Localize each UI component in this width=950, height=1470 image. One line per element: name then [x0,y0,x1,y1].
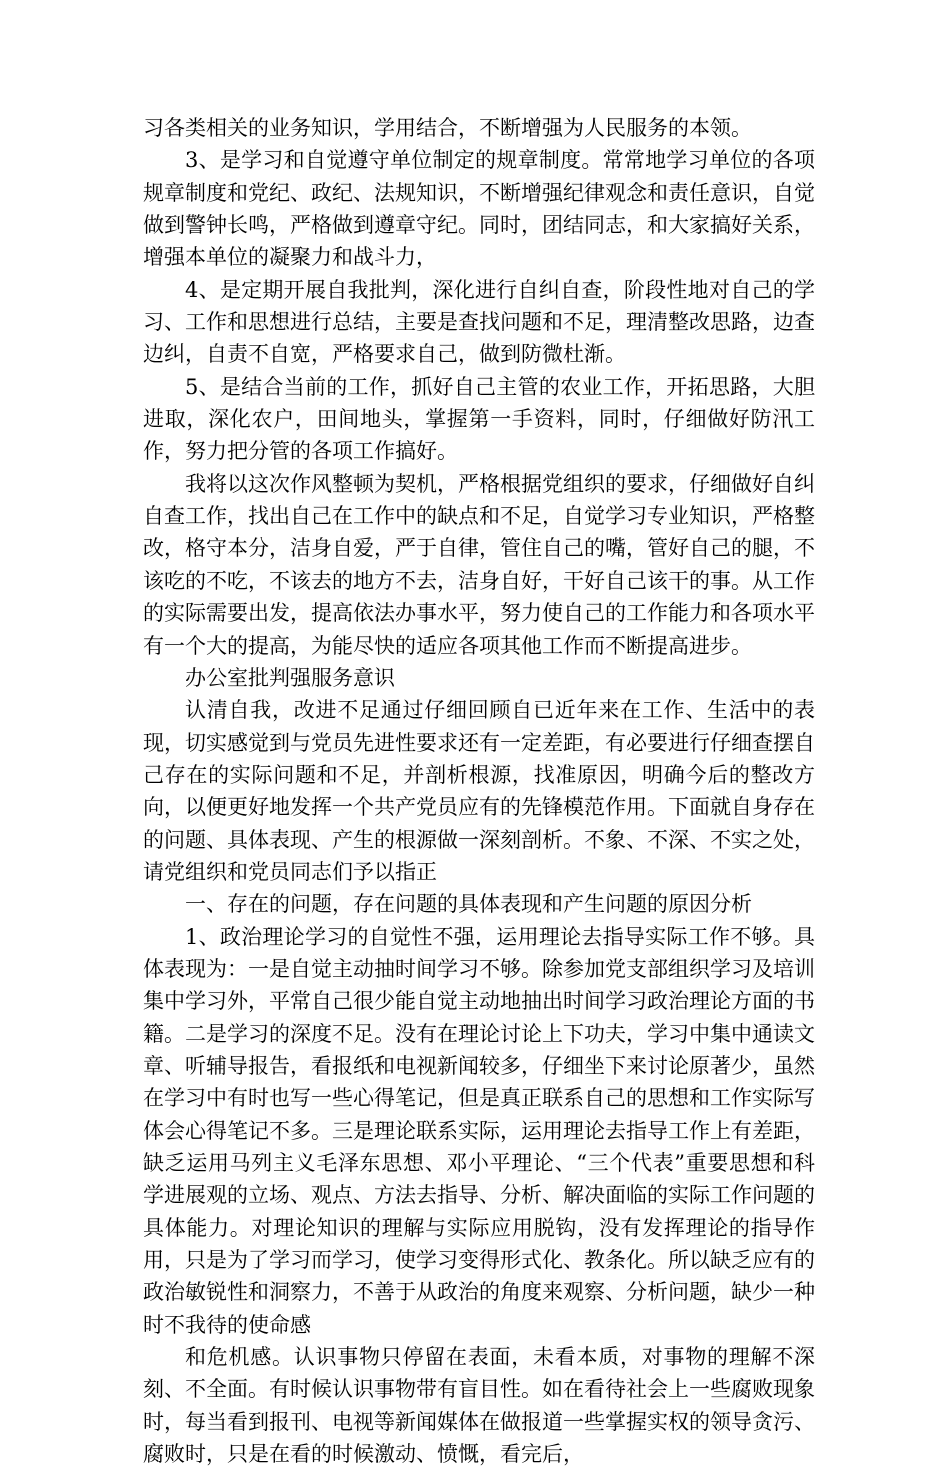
paragraph-4: 5、是结合当前的工作，抓好自己主管的农业工作，开拓思路，大胆进取，深化农户，田间地头，掌握第一手资料，同时，仔细做好防汛工作，努力把分管的各项工作搞好。 [143,374,815,464]
paragraph-2: 3、是学习和自觉遵守单位制定的规章制度。常常地学习单位的各项规章制度和党纪、政纪、法规知识，不断增强纪律观念和责任意识，自觉做到警钟长鸣，严格做到遵章守纪。同时，团结同志，和大家搞好关系，增强本单位的凝聚力和战斗力， [143,148,815,270]
paragraph-5: 我将以这次作风整顿为契机，严格根据党组织的要求，仔细做好自纠自查工作，找出自己在工作中的缺点和不足，自觉学习专业知识，严格整改，格守本分，洁身自爱，严于自律，管住自己的嘴，管好自己的腿，不该吃的不吃，不该去的地方不去，洁身自好，干好自己该干的事。从工作的实际需要出发，提高依法办事水平，努力使自己的工作能力和各项水平有一个大的提高，为能尽快的适应各项其他工作而不断提高进步。 [143,471,815,658]
paragraph-8: 和危机感。认识事物只停留在表面，未看本质，对事物的理解不深刻、不全面。有时候认识事物带有盲目性。如在看待社会上一些腐败现象时，每当看到报刊、电视等新闻媒体在做报道一些掌握实权的领导贪污、腐败时，只是在看的时候激动、愤慨，看完后， [143,1345,815,1467]
paragraph-3: 4、是定期开展自我批判，深化进行自纠自查，阶段性地对自己的学习、工作和思想进行总结，主要是查找问题和不足，理清整改思路，边查边纠，自责不自宽，严格要求自己，做到防微杜渐。 [143,277,815,367]
paragraph-1: 习各类相关的业务知识，学用结合，不断增强为人民服务的本领。 [143,116,752,140]
document-page [143,112,815,1470]
section-heading: 办公室批判强服务意识 [185,665,395,690]
paragraph-7: 1、政治理论学习的自觉性不强，运用理论去指导实际工作不够。具体表现为：一是自觉主动抽时间学习不够。除参加党支部组织学习及培训集中学习外，平常自己很少能自觉主动地抽出时间学习政治理论方面的书籍。二是学习的深度不足。没有在理论讨论上下功夫，学习中集中通读文章、听辅导报告，看报纸和电视新闻较多，仔细坐下来讨论原著少，虽然在学习中有时也写一些心得笔记，但是真正联系自己的思想和工作实际写体会心得笔记不多。三是理论联系实际，运用理论去指导工作上有差距，缺乏运用马列主义毛泽东思想、邓小平理论、“三个代表”重要思想和科学进展观的立场、观点、方法去指导、分析、解决面临的实际工作问题的具体能力。对理论知识的理解与实际应用脱钩，没有发挥理论的指导作用，只是为了学习而学习，使学习变得形式化、教条化。所以缺乏应有的政治敏锐性和洞察力，不善于从政治的角度来观察、分析问题，缺少一种时不我待的使命感 [143,924,815,1337]
subsection-heading: 一、存在的问题，存在问题的具体表现和产生问题的原因分析 [185,892,752,917]
paragraph-6: 认清自我，改进不足通过仔细回顾自已近年来在工作、生活中的表现，切实感觉到与党员先进性要求还有一定差距，有必要进行仔细查摆自己存在的实际问题和不足，并剖析根源，找准原因，明确今后的整改方向，以便更好地发挥一个共产党员应有的先锋模范作用。下面就自身存在的问题、具体表现、产生的根源做一深刻剖析。不象、不深、不实之处，请党组织和党员同志们予以指正 [143,698,815,884]
